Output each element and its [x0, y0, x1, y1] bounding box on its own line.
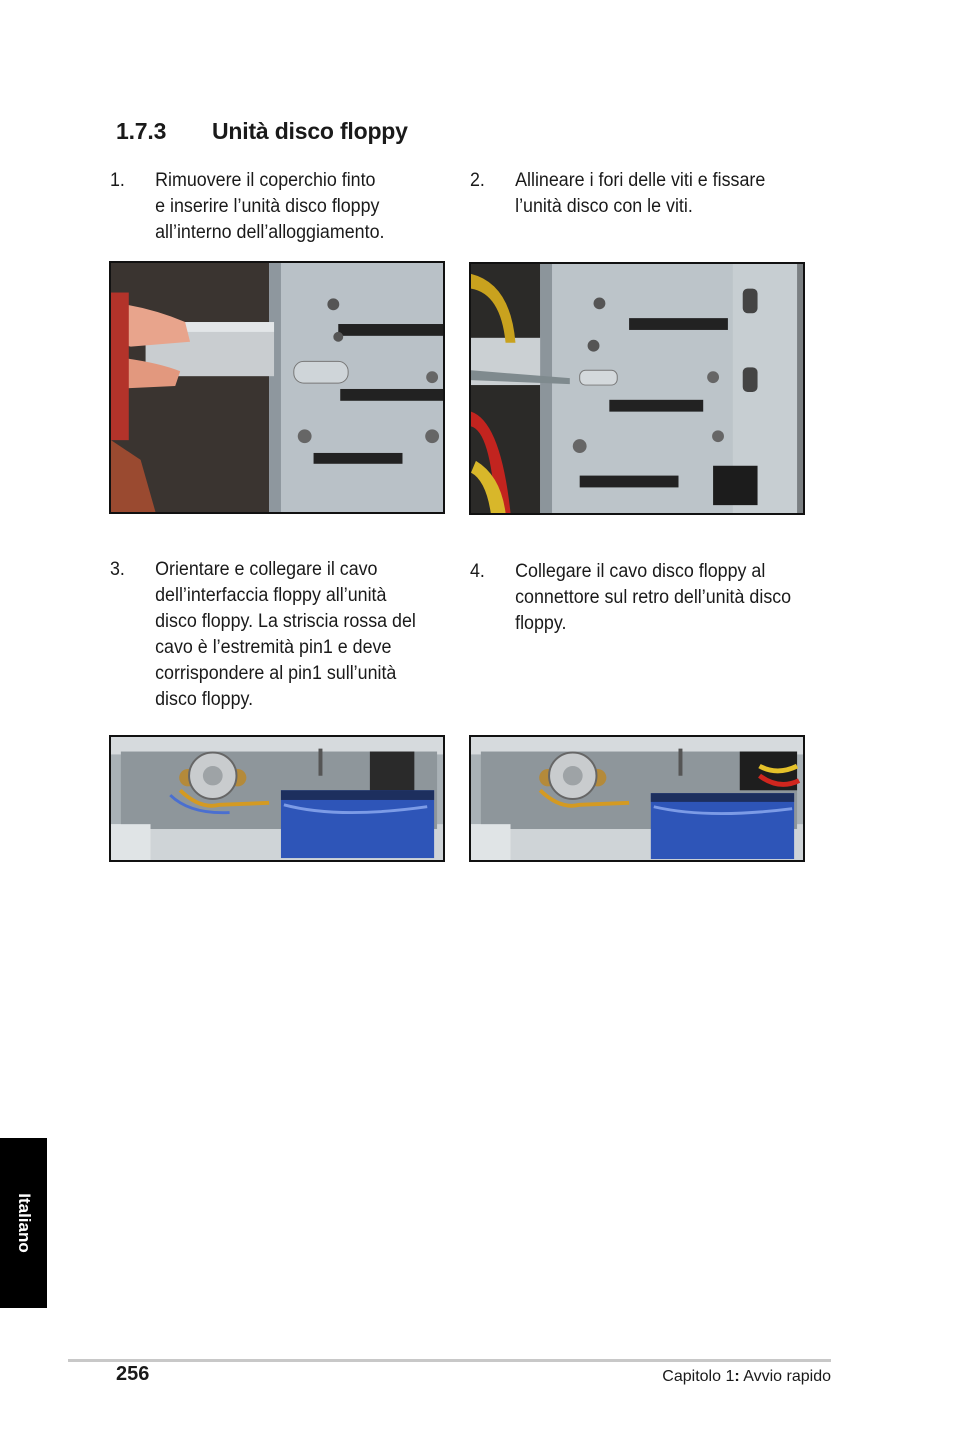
chapter-prefix: Capitolo 1	[662, 1368, 735, 1385]
photo-connect-interface-cable	[109, 735, 445, 862]
photo-secure-with-screws	[469, 262, 805, 515]
chapter-title: Avvio rapido	[739, 1368, 831, 1385]
language-label: Italiano	[14, 1193, 34, 1253]
step-line: disco floppy.	[155, 689, 254, 710]
photo-insert-floppy-drive	[109, 261, 445, 514]
step-line: Rimuovere il coperchio finto	[155, 170, 376, 191]
step-number: 1.	[110, 170, 125, 191]
step-line: floppy.	[515, 613, 567, 634]
step-number: 3.	[110, 559, 125, 580]
language-side-tab	[0, 1138, 47, 1308]
step-4	[470, 559, 818, 639]
step-line: Collegare il cavo disco floppy al	[515, 561, 766, 582]
section-number: 1.7.3	[116, 118, 167, 144]
step-1	[110, 168, 430, 248]
step-line: cavo è l’estremità pin1 e deve	[155, 637, 392, 658]
step-text	[155, 557, 416, 713]
step-line: Allineare i fori delle viti e fissare	[515, 170, 766, 191]
step-3	[110, 557, 434, 717]
step-line: all’interno dell’alloggiamento.	[155, 222, 385, 243]
page-number: 256	[116, 1363, 150, 1385]
step-number: 4.	[470, 561, 485, 582]
footer-divider	[68, 1359, 831, 1362]
step-2	[470, 168, 808, 224]
step-line: l’unità disco con le viti.	[515, 196, 693, 217]
step-line: corrispondere al pin1 sull’unità	[155, 663, 397, 684]
step-text	[515, 559, 791, 637]
step-line: disco floppy. La striscia rossa del	[155, 611, 416, 632]
chapter-footer	[662, 1368, 831, 1386]
section-heading	[116, 118, 408, 145]
step-text	[155, 168, 384, 246]
section-title: Unità disco floppy	[212, 118, 408, 144]
step-line: connettore sul retro dell’unità disco	[515, 587, 792, 608]
chapter-separator: :	[734, 1368, 740, 1385]
step-number: 2.	[470, 170, 485, 191]
step-line: dell’interfaccia floppy all’unità	[155, 585, 387, 606]
step-line: Orientare e collegare il cavo	[155, 559, 378, 580]
photo-connect-power-cable	[469, 735, 805, 862]
step-text	[515, 168, 765, 220]
step-line: e inserire l’unità disco floppy	[155, 196, 380, 217]
